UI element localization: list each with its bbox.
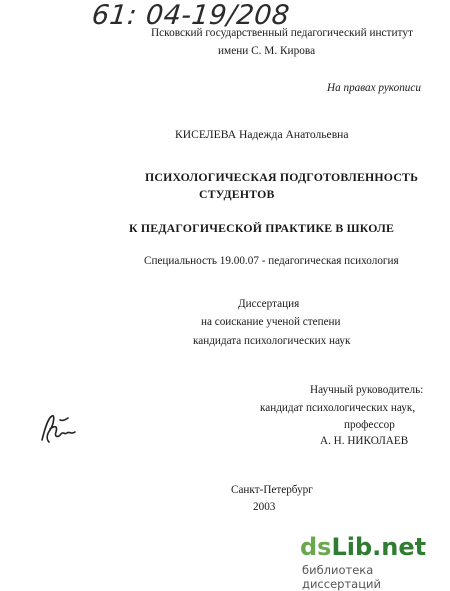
year: 2003 [253, 501, 276, 513]
manuscript-note: На правах рукописи [327, 82, 421, 94]
supervisor-line-1: Научный руководитель: [310, 384, 424, 396]
handwritten-code: 61: 04-19/208 [90, 0, 292, 31]
watermark-brand-part1: ds [300, 533, 332, 561]
watermark-logo [300, 533, 426, 561]
institution-line-2: имени С. М. Кирова [218, 45, 316, 57]
supervisor-line-4: А. Н. НИКОЛАЕВ [320, 435, 409, 447]
dissertation-line-1: Диссертация [238, 298, 300, 310]
watermark-brand-part2: Lib.net [331, 533, 427, 561]
title-line-2: СТУДЕНТОВ [199, 187, 275, 201]
supervisor-line-3: профессор [344, 419, 395, 431]
dissertation-line-2: на соискание ученой степени [201, 316, 341, 328]
dissertation-line-3: кандидата психологических наук [193, 335, 351, 347]
specialty: Специальность 19.00.07 - педагогическая психология [144, 255, 399, 267]
watermark-subtitle: библиотека диссертаций [302, 563, 381, 591]
watermark [300, 533, 445, 591]
supervisor-line-2: кандидат психологических наук, [260, 402, 416, 414]
title-line-3: К ПЕДАГОГИЧЕСКОЙ ПРАКТИКЕ В ШКОЛЕ [129, 221, 395, 235]
institution-line-1: Псковский государственный педагогический институт [151, 27, 413, 39]
city: Санкт-Петербург [231, 484, 313, 496]
title-line-1: ПСИХОЛОГИЧЕСКАЯ ПОДГОТОВЛЕННОСТЬ [145, 170, 419, 184]
signature-icon [36, 412, 84, 448]
author-name: КИСЕЛЕВА Надежда Анатольевна [175, 128, 349, 141]
